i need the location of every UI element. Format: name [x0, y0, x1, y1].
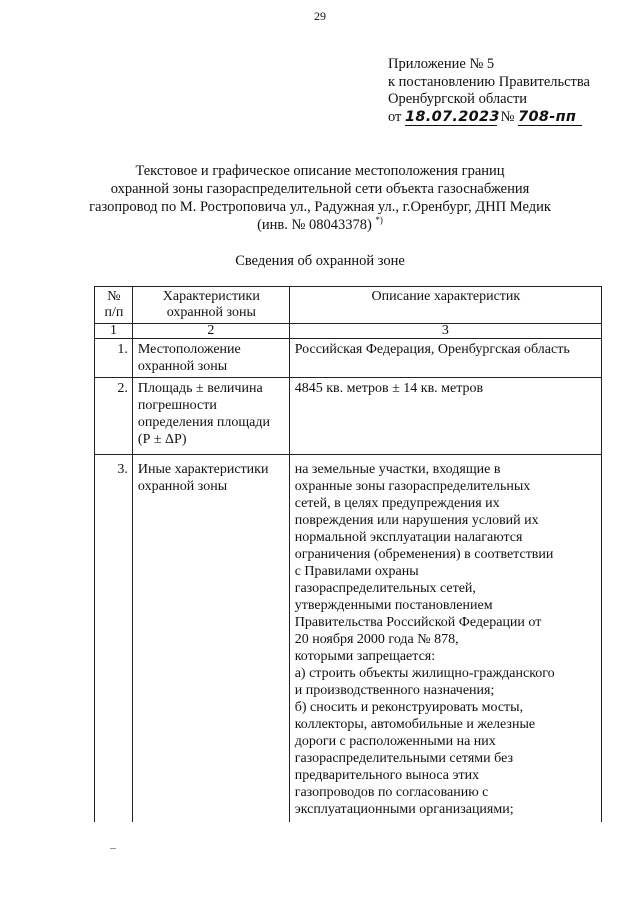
row-description: 4845 кв. метров ± 14 кв. метров [289, 378, 601, 455]
page-number: 29 [314, 9, 326, 23]
description-line: с Правилами охраны [294, 564, 419, 579]
description-line: повреждения или нарушения условий их [294, 513, 539, 528]
table-row [95, 339, 602, 378]
header-number-pp: п/п [104, 305, 124, 320]
description-line: утвержденными постановлением [294, 598, 493, 613]
protection-zone-table [94, 286, 602, 822]
row-number: 3. [95, 455, 133, 823]
description-line: б) сносить и реконструировать мосты, [294, 700, 524, 715]
inventory-number: (инв. № 08043378) [257, 217, 372, 233]
header-number-sign: № [107, 289, 121, 304]
description-line: охранные зоны газораспределительных [294, 479, 531, 494]
description-line: газопроводов по согласованию с [294, 785, 489, 800]
section-subtitle: Сведения об охранной зоне [235, 253, 405, 269]
description-line: газораспределительных сетей, [294, 581, 476, 596]
title-line-4 [0, 216, 640, 234]
handwritten-number: 708-пп [518, 110, 582, 126]
description-line: Правительства Российской Федерации от [294, 615, 542, 630]
table-index-row [95, 324, 602, 339]
appendix-region-line: Оренбургской области [388, 91, 528, 107]
date-prefix: от [388, 108, 402, 125]
header-characteristics: Характеристики охранной зоны [132, 287, 289, 324]
description-line: предварительного выноса этих [294, 768, 480, 783]
header-description: Описание характеристик [289, 287, 601, 324]
description-line: 20 ноября 2000 года № 878, [294, 632, 459, 647]
description-line: ограничения (обременения) в соответствии [294, 547, 554, 562]
document-title [0, 162, 640, 234]
title-line-2: охранной зоны газораспределительной сети объекта газоснабжения [110, 181, 530, 197]
index-cell: 1 [95, 324, 133, 339]
footnote-mark: *) [375, 215, 383, 226]
description-line: и производственного назначения; [294, 683, 495, 698]
scan-mark [110, 848, 116, 849]
row-characteristic: Иные характеристики охранной зоны [132, 455, 289, 823]
index-cell: 2 [132, 324, 289, 339]
number-prefix: № [500, 108, 515, 125]
appendix-title: Приложение № 5 [388, 56, 495, 72]
title-line-3: газопровод по М. Ростроповича ул., Радужная ул., г.Оренбург, ДНП Медик [89, 199, 551, 215]
appendix-block [388, 56, 590, 126]
description-line: которыми запрещается: [294, 649, 436, 664]
appendix-date-line [388, 109, 590, 127]
row-characteristic: Площадь ± величина погрешности определения площади (Р ± ΔР) [132, 378, 289, 455]
row-characteristic: Местоположение охранной зоны [132, 339, 289, 378]
row-description: Российская Федерация, Оренбургская область [289, 339, 601, 378]
header-number [95, 287, 133, 324]
table-row [95, 455, 602, 823]
description-line: сетей, в целях предупреждения их [294, 496, 500, 511]
description-line: а) строить объекты жилищно-гражданского [294, 666, 555, 681]
appendix-decree-line: к постановлению Правительства [388, 73, 590, 90]
handwritten-date: 18.07.2023 [405, 108, 500, 125]
description-line: дороги с расположенными на них [294, 734, 496, 749]
row-description [289, 455, 601, 823]
row-number: 2. [95, 378, 133, 455]
row-number: 1. [95, 339, 133, 378]
description-line: нормальной эксплуатации налагаются [294, 530, 523, 545]
title-line-1: Текстовое и графическое описание местоположения границ [135, 163, 505, 179]
table-row [95, 378, 602, 455]
description-line: газораспределительными сетями без [294, 751, 514, 766]
index-cell: 3 [289, 324, 601, 339]
description-line: коллекторы, автомобильные и железные [294, 717, 536, 732]
table-header-row [95, 287, 602, 324]
description-line: на земельные участки, входящие в [294, 462, 501, 477]
description-line: эксплуатационными организациями; [294, 802, 514, 817]
